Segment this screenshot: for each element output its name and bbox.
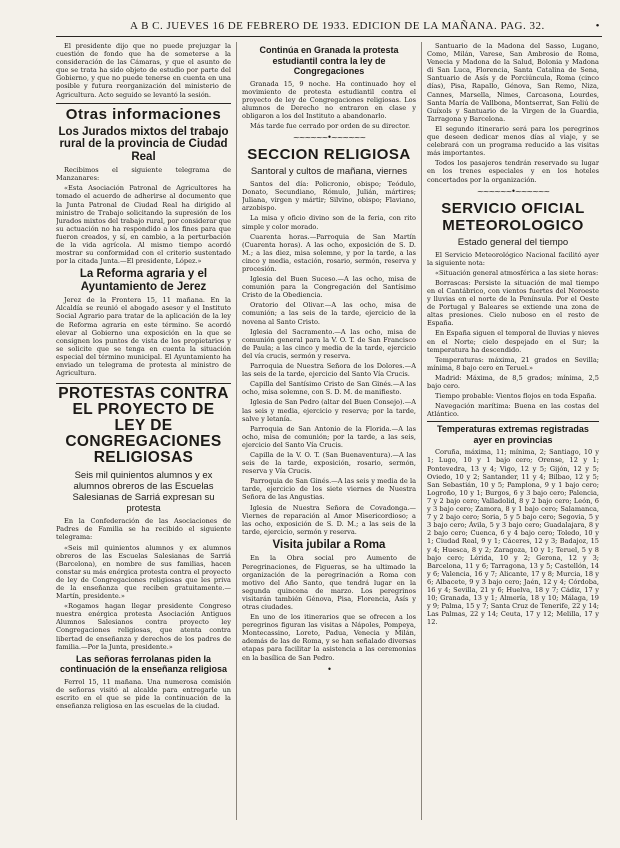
itinerary-paragraph-3: Todos los pasajeros tendrán reservado su lugar en los trenes especiales y en los hoteles concertados por la organización. <box>427 159 599 184</box>
meteo-paragraph-5: Temperaturas: máxima, 21 grados en Sevilla; mínima, 8 bajo cero en Teruel.» <box>427 355 599 372</box>
santoral-paragraph-8: Capilla del Santísimo Cristo de San Ginés.—A las ocho, misa solemne, con S. D. M. de manifiesto. <box>242 380 416 397</box>
seis-paragraph-2: «Seis mil quinientos alumnos y ex alumnos obreros de las Escuelas Salesianas de Sarriá (Barcelona), en nombre de sus familias, hacen constar su más enérgica protesta contra el proyecto de ley de Congregaciones religiosas que les priva de la enseñanza que reciben gratuitamente.—Martín, presidente.» <box>56 543 231 601</box>
jurados-paragraph-2: «Esta Asociación Patronal de Agricultores ha tomado el acuerdo de adherirse al documento que la Junta Patronal de Ciudad Real ha dirigido al ministro de Trabajo solicitando la supresión de los Jurados mixtos del trabajo rural, por considerar que su actuación no ha respondido a los fines para que fueron creados, y sí, en cambio, a la perturbación de la vida agrícola. Al mismo tiempo acordó mostrar su conformidad con el criterio sustentado por la citada Junta.—El presidente, López.» <box>56 184 231 266</box>
santoral-paragraph-13: Iglesia de Nuestra Señora de Covadonga.—Viernes de reparación al Amor Misericordioso; a las ocho, exposición de S. D. M.; a las seis de la tarde, ejercicio, sermón y reserva. <box>242 503 416 536</box>
santoral-paragraph-7: Parroquia de Nuestra Señora de los Dolores.—A las seis de la tarde, ejercicio del Santo Vía Crucis. <box>242 362 416 379</box>
meteo-paragraph-7: Tiempo probable: Vientos flojos en toda España. <box>435 392 597 401</box>
heading-seis-mil-alumnos: Seis mil quinientos alumnos y ex alumnos obreros de las Escuelas Salesianas de Sarriá expresan su protesta <box>72 470 215 515</box>
column-1 <box>56 42 231 820</box>
seis-paragraph-1: En la Confederación de las Asociaciones de Padres de Familia se ha recibido el siguiente telegrama: <box>56 517 231 542</box>
visita-paragraph-2: En uno de los itinerarios que se ofrecen a los peregrinos figuran las visitas a Nápoles, Pompeya, Montecassino, Loreto, Padua, Venecia y Milán, además de las de Roma, y se han señalado diversas etapas para facilitar la asistencia a las ceremonias en la basílica de San Pedro. <box>242 613 416 662</box>
masthead-rule <box>56 36 602 37</box>
heading-santoral: Santoral y cultos de mañana, viernes <box>250 166 408 178</box>
seis-paragraph-3: «Rogamos hagan llegar presidente Congreso nuestra enérgica protesta Asociación Antiguos Alumnos Salesianos contra proyecto ley Congregaciones religiosas, que atenta contra libertad de enseñanza y derechos de los padres de familia.—Por la Junta, presidente.» <box>56 602 231 651</box>
meteo-paragraph-1: El Servicio Meteorológico Nacional facilitó ayer la siguiente nota: <box>427 250 599 267</box>
heading-reforma-agraria: La Reforma agraria y el Ayuntamiento de Jerez <box>79 268 208 293</box>
heading-otras-informaciones: Otras informaciones <box>56 103 231 123</box>
santoral-paragraph-3: Cuarenta horas.—Parroquia de San Martín (Cuarenta horas). A las ocho, exposición de S. D. M.; a las diez, misa solemne, y por la tarde, a las cinco y media, estación, rosario, sermón, reserva y procesión. <box>242 232 416 273</box>
section-separator-right: ~~~~~~•~~~~~~ <box>476 186 550 196</box>
santoral-paragraph-11: Capilla de la V. O. T. (San Buenaventura).—A las seis de la tarde, exposición, rosario, sermón, reserva y Vía Crucis. <box>242 450 416 476</box>
meteo-paragraph-2: «Situación general atmosférica a las siete horas: <box>435 268 599 277</box>
temperatures-paragraph: Coruña, máxima, 11; mínima, 2; Santiago, 10 y 1; Lugo, 10 y 1 bajo cero; Orense, 12 y 1; Pontevedra, 13 y 4; Vigo, 12 y 5; Gijón, 12 y 5; Oviedo, 10 y 2; Santander, 11 y 4; Bilbao, 12 y 5; San Sebastián, 10 y 5; Pamplona, 9 y 1 bajo cero; Logroño, 10 y 1; Burgos, 6 y 3 bajo cero; Palencia, 7 y 2 bajo cero; Valladolid, 8 y 2 bajo cero; León, 6 y 3 bajo cero; Zamora, 8 y 1 bajo cero; Salamanca, 7 y 2 bajo cero; Soria, 5 y 5 bajo cero; Segovia, 5 y 3 bajo cero; Ávila, 5 y 3 bajo cero; Guadalajara, 8 y 2 bajo cero; Cuenca, 6 y 4 bajo cero; Toledo, 10 y 1; Ciudad Real, 9 y 1; Cáceres, 12 y 3; Badajoz, 15 y 4; Huesca, 8 y 2; Zaragoza, 10 y 1; Teruel, 5 y 8 bajo cero; Lérida, 10 y 2; Gerona, 12 y 3; Barcelona, 11 y 6; Tarragona, 13 y 5; Castellón, 14 y 6; Valencia, 16 y 7; Alicante, 17 y 8; Murcia, 18 y 6; Albacete, 9 y 3 bajo cero; Jaén, 12 y 4; Córdoba, 16 y 4; Sevilla, 21 y 6; Huelva, 18 y 7; Cádiz, 17 y 10; Granada, 13 y 1; Almería, 18 y 10; Málaga, 19 y 9; Palma, 15 y 7; Santa Cruz de Tenerife, 22 y 14; Las Palmas, 22 y 14; Ceuta, 17 y 12; Melilla, 17 y 12. <box>427 448 599 627</box>
granada-paragraph-2: Más tarde fue cerrado por orden de su director. <box>250 121 411 130</box>
bottom-separator: • <box>327 664 331 674</box>
meteo-paragraph-3: Borrascas: Persiste la situación de mal tiempo en el Cantábrico, con vientos fuertes del Noroeste y lluvias en el norte de la Península. Por el Oeste de Portugal y Baleares se extiende una zona de altas presiones. Cielo nuboso en el resto de España. <box>427 278 599 328</box>
meteo-paragraph-4: En España siguen el temporal de lluvias y nieves en el Norte; cielo despejado en el Sur; la temperatura ha descendido. <box>427 329 599 354</box>
meteo-paragraph-6: Madrid: Máxima, de 8,5 grados; mínima, 2,5 bajo cero. <box>427 373 599 390</box>
santoral-paragraph-1: Santos del día: Policronio, obispo; Teódulo, Donato, Secundiano, Rómulo, Julián, mártires; Juliana, virgen y mártir; Silvino, obispo; Flaviano, arzobispo. <box>242 180 416 213</box>
masthead-bullet: • <box>595 20 600 32</box>
meteo-paragraph-8: Navegación marítima: Buena en las costas del Atlántico. <box>427 402 599 419</box>
heading-granada-protesta: Continúa en Granada la protesta estudiantil contra la ley de Congregaciones <box>259 45 399 76</box>
section-separator: ~~~~~~•~~~~~~ <box>292 133 366 143</box>
column-2 <box>242 42 416 820</box>
heading-protestas: PROTESTAS CONTRA EL PROYECTO DE LEY DE CONGREGACIONES RELIGIOSAS <box>56 383 231 466</box>
itinerary-paragraph-2: El segundo itinerario será para los peregrinos que deseen dedicar menos días al viaje, y se celebrará con un programa reducido a las visitas más importantes. <box>427 124 599 158</box>
heading-servicio-meteorologico: SERVICIO OFICIAL METEOROLOGICO <box>441 199 585 234</box>
santoral-paragraph-9: Iglesia de San Pedro (altar del Buen Consejo).—A las seis y media, ejercicio y reserva; por la tarde, salve y letanía. <box>242 398 416 423</box>
itinerary-paragraph-1: Santuario de la Madona del Sasso, Lugano, Como, Milán, Varese, San Ambrosio de Roma, Venecia y Madona de la Salud, Bolonia y Madona di San Luca, Florencia, Santa Catalina de Sena, Santuario de Asís y de Porciúncula, Roma (cinco días), Pisa, Rapallo, Génova, San Remo, Niza, Cannes, Marsella, Nimes, Carcasona, Lourdes, Santa María de Vallbona, Montserrat, San Feliú de Guíxols y Santuario de la Virgen de la Guardia, Tarragona y Barcelona. <box>427 42 599 123</box>
santoral-paragraph-2: La misa y oficio divino son de la feria, con rito simple y color morado. <box>242 214 416 231</box>
heading-jurados-mixtos: Los Jurados mixtos del trabajo rural de la provincia de Ciudad Real <box>58 125 229 163</box>
column-divider-2 <box>421 42 422 820</box>
granada-paragraph-1: Granada 15, 9 noche. Ha continuado hoy el movimiento de protesta estudiantil contra el proyecto de ley de Congregaciones religiosas. Los alumnos de Derecho no entraron en clase y obligaron a los del Instituto a abandonarlo. <box>242 79 416 120</box>
heading-seccion-religiosa: SECCION RELIGIOSA <box>247 146 411 164</box>
visita-paragraph-1: En la Obra social pro Aumento de Peregrinaciones, de Figueras, se ha ultimado la organización de la peregrinación a Roma con motivo del Año Santo, que tendrá lugar en la segunda quincena de marzo. Los peregrinos visitarán también Génova, Pisa, Florencia, Asís y otras ciudades. <box>242 554 416 611</box>
intro-paragraph: El presidente dijo que no puede prejuzgar la cuestión de fondo que ha de someterse a la consideración de las Cámaras, y que el asunto de que se trata ha sido objeto de estudio por parte del Gobierno, y que no puede tenerse en cuenta en una posible y futura reorganización del ministerio de Agricultura. Acto seguido se levantó la sesión. <box>56 42 231 99</box>
page-masthead <box>130 20 600 32</box>
masthead-text: A B C. JUEVES 16 DE FEBRERO DE 1933. EDICION DE LA MAÑANA. PAG. 32. <box>130 20 545 32</box>
heading-estado-tiempo: Estado general del tiempo <box>457 236 569 248</box>
santoral-paragraph-4: Iglesia del Buen Suceso.—A las ocho, misa de comunión para la Congregación del Santísimo Cristo de la Obediencia. <box>242 275 416 300</box>
column-3 <box>427 42 599 820</box>
heading-visita-jubilar: Visita jubilar a Roma <box>272 538 386 551</box>
heading-senoras-ferrolanas: Las señoras ferrolanas piden la continuación de la enseñanza religiosa <box>59 653 228 675</box>
ferrol-paragraph: Ferrol 15, 11 mañana. Una numerosa comisión de señoras visitó al alcalde para entregarle un escrito en el que se pide la continuación de la enseñanza religiosa en las escuelas de la ciudad. <box>56 677 231 710</box>
santoral-paragraph-6: Iglesia del Sacramento.—A las ocho, misa de comunión general para la V. O. T. de San Francisco de Paula; a las cinco y media de la tarde, ejercicio del vía crucis, sermón y reserva. <box>242 327 416 360</box>
reforma-paragraph: Jerez de la Frontera 15, 11 mañana. En la Alcaldía se reunió el abogado asesor y el Instituto Social Agrario para tratar de la aplicación de la ley de Reforma agraria en este término. Se acordó elevar al Gobierno una exposición en la que se consignen los puntos de vista de los propietarios y se solicite que se tenga en cuenta la situación especial del término municipal. El Ayuntamiento ha enviado un telegrama de protesta al ministro de Agricultura. <box>56 296 231 378</box>
column-divider-1 <box>236 42 237 820</box>
santoral-paragraph-5: Oratorio del Olivar.—A las ocho, misa de comunión; a las seis de la tarde, ejercicio de la novena al Santo Cristo. <box>242 301 416 326</box>
jurados-paragraph-1: Recibimos el siguiente telegrama de Manzanares: <box>56 166 231 183</box>
santoral-paragraph-10: Parroquia de San Antonio de la Florida.—A las ocho, misa de comunión; por la tarde, a las seis, ejercicio del Santo Vía Crucis. <box>242 424 416 449</box>
heading-temperaturas-extremas: Temperaturas extremas registradas ayer en provincias <box>427 421 599 445</box>
santoral-paragraph-12: Parroquia de San Ginés.—A las seis y media de la tarde, ejercicio de los siete viernes de Nuestra Señora de las Angustias. <box>242 477 416 502</box>
